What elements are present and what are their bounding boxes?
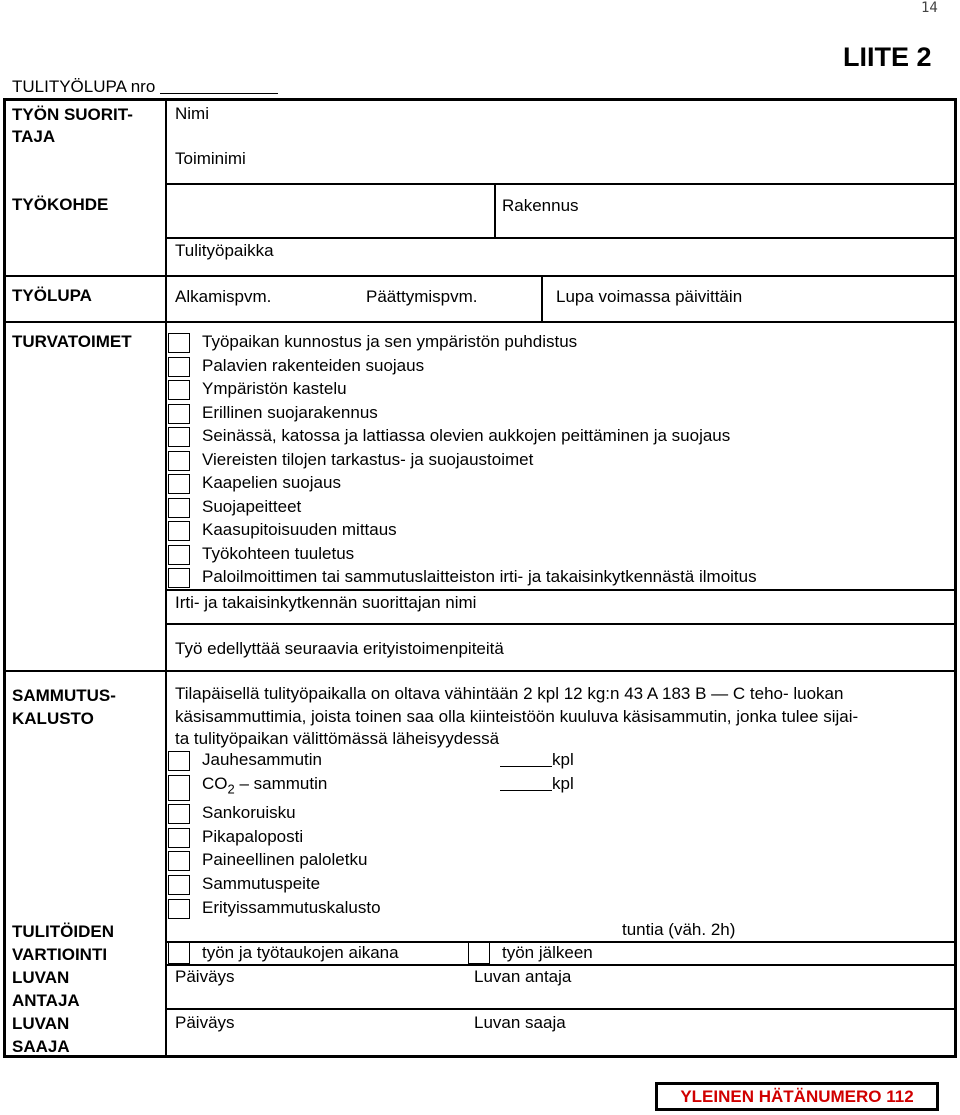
safety-measure-checkbox[interactable] xyxy=(168,380,190,400)
safety-measure-label: Seinässä, katossa ja lattiassa olevien aukkojen peittäminen ja suojaus xyxy=(202,426,731,445)
end-date-label: Päättymispvm. xyxy=(366,287,478,306)
safety-measure-label: Työpaikan kunnostus ja sen ympäristön puhdistus xyxy=(202,332,578,351)
equipment-label: Erityissammutuskalusto xyxy=(202,897,381,917)
powder-quantity-field[interactable]: kpl xyxy=(500,750,574,770)
watch-during-work-checkbox[interactable] xyxy=(168,942,190,964)
special-measures-label: Työ edellyttää seuraavia erityistoimenpiteitä xyxy=(175,639,504,658)
issuer-date-label: Päiväys xyxy=(175,967,235,986)
safety-measure-label: Palavien rakenteiden suojaus xyxy=(202,355,425,375)
safety-measure-checkbox[interactable] xyxy=(168,498,190,518)
safety-measure-checkbox[interactable] xyxy=(168,333,190,353)
safety-measure-label: Suojapeitteet xyxy=(202,496,302,516)
equipment-label: Sankoruisku xyxy=(202,803,296,822)
safety-measure-checkbox[interactable] xyxy=(168,568,190,588)
safety-measure-label: Paloilmoittimen tai sammutuslaitteiston irti- ja takaisinkytkennästä ilmoitus xyxy=(202,567,757,586)
equipment-checkbox[interactable] xyxy=(168,828,190,848)
equipment-checkbox[interactable] xyxy=(168,851,190,871)
safety-measure-label: Viereisten tilojen tarkastus- ja suojaustoimet xyxy=(202,449,534,469)
safety-measure-checkbox[interactable] xyxy=(168,474,190,494)
safety-measures-label: TURVATOIMET xyxy=(12,332,132,351)
worksite-label: TYÖKOHDE xyxy=(12,195,109,214)
watch-hours-label: tuntia (väh. 2h) xyxy=(622,920,736,939)
equipment-label: Pikapaloposti xyxy=(202,826,304,846)
co2-extinguisher-label: $CO_2$ – sammutin xyxy=(202,774,328,797)
powder-extinguisher-label: Jauhesammutin xyxy=(202,750,323,769)
safety-measure-checkbox[interactable] xyxy=(168,451,190,471)
safety-measure-label: Kaapelien suojaus xyxy=(202,473,341,492)
company-field-label: Toiminimi xyxy=(175,149,246,168)
receiver-date-label: Päiväys xyxy=(175,1013,235,1032)
permit-issuer-label: LUVAN ANTAJA xyxy=(12,968,80,1010)
equipment-checkbox[interactable] xyxy=(168,804,190,824)
watch-after-work-label: työn jälkeen xyxy=(502,943,593,962)
emergency-number-box xyxy=(655,1082,939,1111)
safety-measure-checkbox[interactable] xyxy=(168,545,190,565)
safety-measure-checkbox[interactable] xyxy=(168,404,190,424)
equipment-checkbox[interactable] xyxy=(168,875,190,895)
receiver-signer-label: Luvan saaja xyxy=(474,1013,566,1032)
safety-measure-checkbox[interactable] xyxy=(168,427,190,447)
permit-receiver-label: LUVAN SAAJA xyxy=(12,1014,70,1056)
fire-watch-label: TULITÖIDEN VARTIOINTI xyxy=(12,922,114,964)
co2-quantity-field[interactable]: kpl xyxy=(500,774,574,794)
extinguisher-requirement-text: Tilapäisellä tulityöpaikalla on oltava vähintään 2 kpl 12 kg:n 43 A 183 B — C teho- luokan käsisammuttimia, joista toinen saa olla kiinteistöön kuuluva käsisammutin, jonka tulee sijai- ta tulityöpaikan välittömässä läheisyydessä xyxy=(175,684,859,748)
issuer-signer-label: Luvan antaja xyxy=(474,967,572,986)
safety-measure-checkbox[interactable] xyxy=(168,521,190,541)
co2-extinguisher-checkbox[interactable] xyxy=(168,775,190,801)
watch-after-work-checkbox[interactable] xyxy=(468,942,490,964)
safety-measure-label: Ympäristön kastelu xyxy=(202,379,347,398)
page-number: 14 xyxy=(921,0,938,16)
hotwork-place-label: Tulityöpaikka xyxy=(175,241,274,260)
name-field-label: Nimi xyxy=(175,104,209,123)
validity-label: Lupa voimassa päivittäin xyxy=(556,287,743,306)
safety-measure-label: Erillinen suojarakennus xyxy=(202,402,378,422)
watch-during-work-label: työn ja työtaukojen aikana xyxy=(202,943,399,962)
safety-measure-label: Kaasupitoisuuden mittaus xyxy=(202,520,397,539)
equipment-checkbox[interactable] xyxy=(168,899,190,919)
building-field-label: Rakennus xyxy=(502,196,579,215)
appendix-label: LIITE 2 xyxy=(843,42,932,72)
safety-measure-label: Työkohteen tuuletus xyxy=(202,543,355,563)
emergency-number: YLEINEN HÄTÄNUMERO 112 xyxy=(680,1087,914,1106)
permit-label: TYÖLUPA xyxy=(12,286,92,305)
extinguishing-label: SAMMUTUS- KALUSTO xyxy=(12,686,116,728)
safety-measure-checkbox[interactable] xyxy=(168,357,190,377)
equipment-label: Sammutuspeite xyxy=(202,874,321,894)
equipment-label: Paineellinen paloletku xyxy=(202,850,368,870)
performer-label: TYÖN SUORIT- TAJA xyxy=(12,105,133,146)
powder-extinguisher-checkbox[interactable] xyxy=(168,751,190,771)
permit-number-label: TULITYÖLUPA nro xyxy=(12,77,278,97)
start-date-label: Alkamispvm. xyxy=(175,287,272,306)
disconnect-person-label: Irti- ja takaisinkytkennän suorittajan nimi xyxy=(175,593,477,612)
